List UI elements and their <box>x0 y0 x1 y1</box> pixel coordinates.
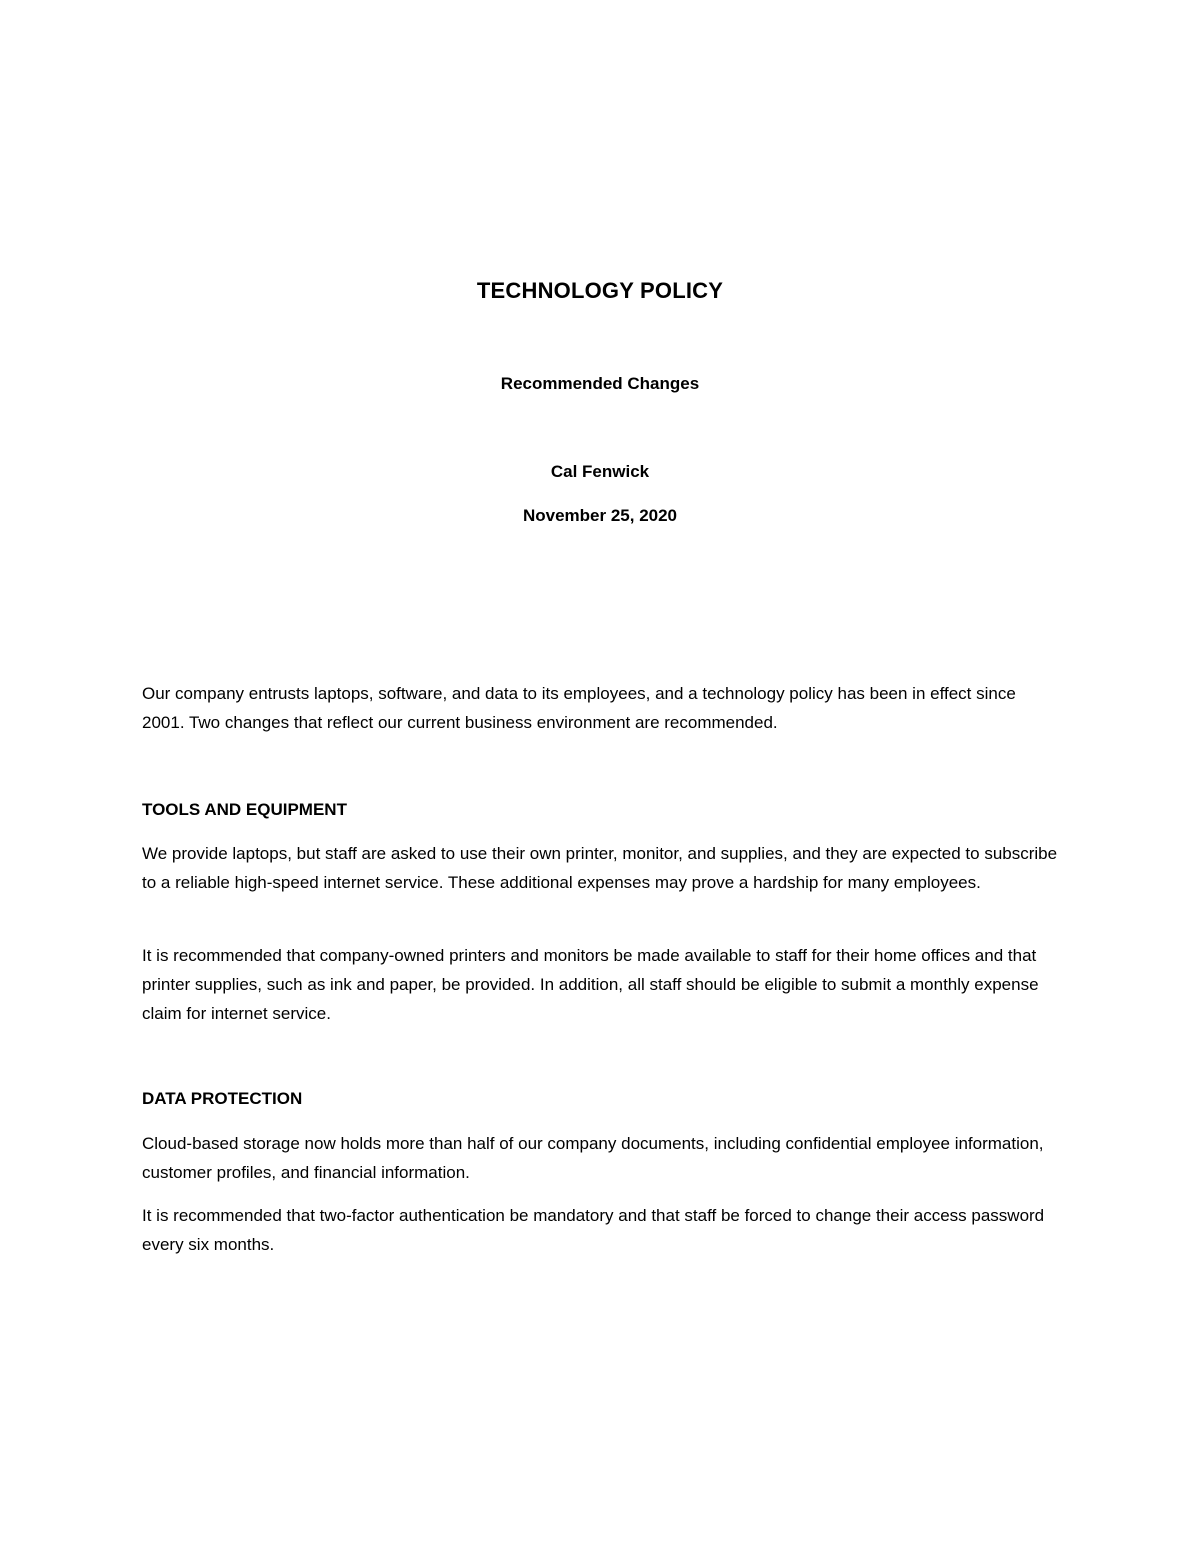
section-paragraph: It is recommended that company-owned printers and monitors be made available to staff for their home offices and that printer supplies, such as ink and paper, be provided. In addition, all staff should be eligible to submit a monthly expense claim for internet service. <box>142 946 1039 1023</box>
section-heading-data-protection: DATA PROTECTION <box>142 1089 303 1108</box>
document-author: Cal Fenwick <box>550 462 650 481</box>
document-date: November 25, 2020 <box>522 506 678 525</box>
section-paragraph: Cloud-based storage now holds more than half of our company documents, including confidential employee information, customer profiles, and financial information. <box>142 1134 1044 1182</box>
section-heading-tools-and-equipment: TOOLS AND EQUIPMENT <box>142 800 347 819</box>
document-subtitle: Recommended Changes <box>500 374 700 393</box>
intro-paragraph: Our company entrusts laptops, software, and data to its employees, and a technology policy has been in effect since 2001. Two changes that reflect our current business environment are recommended. <box>142 684 1016 732</box>
section-paragraph: We provide laptops, but staff are asked to use their own printer, monitor, and supplies, and they are expected to subscribe to a reliable high-speed internet service. These additional expenses may prove a hardship for many employees. <box>142 844 1058 892</box>
document-title: TECHNOLOGY POLICY <box>476 278 724 303</box>
section-paragraph: It is recommended that two-factor authentication be mandatory and that staff be forced to change their access password every six months. <box>142 1206 1045 1254</box>
